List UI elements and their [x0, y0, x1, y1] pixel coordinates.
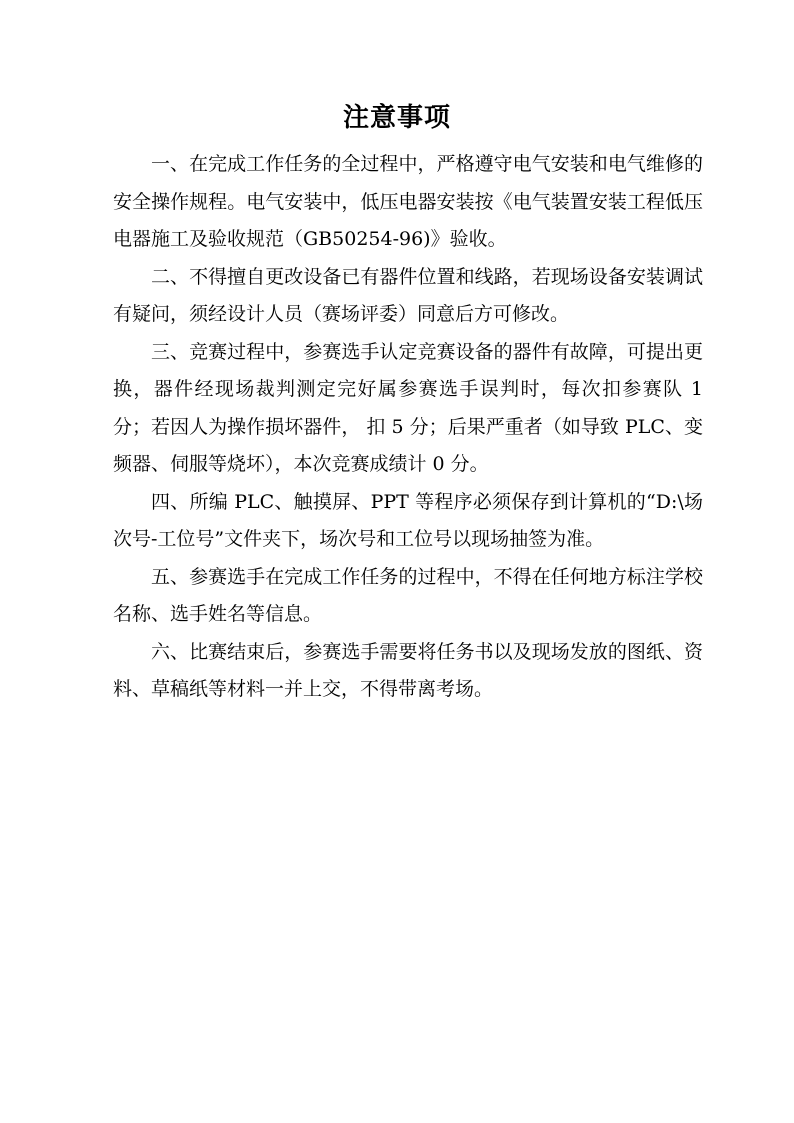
notice-paragraph-6: 六、比赛结束后，参赛选手需要将任务书以及现场发放的图纸、资料、草稿纸等材料一并上交，不得带离考场。 — [113, 640, 703, 700]
notice-body — [113, 146, 703, 709]
notice-paragraph-4: 四、所编 PLC、触摸屏、PPT 等程序必须保存到计算机的“D:\场次号-工位号”文件夹下，场次号和工位号以现场抽签为准。 — [113, 490, 703, 550]
notice-paragraph-1: 一、在完成工作任务的全过程中，严格遵守电气安装和电气维修的安全操作规程。电气安装中，低压电器安装按《电气装置安装工程低压电器施工及验收规范（GB50254-96)》验收。 — [113, 153, 703, 250]
notice-paragraph-2: 二、不得擅自更改设备已有器件位置和线路，若现场设备安装调试有疑问，须经设计人员（赛场评委）同意后方可修改。 — [113, 265, 703, 325]
page-title: 注意事项 — [342, 103, 451, 133]
notice-paragraph-5: 五、参赛选手在完成工作任务的过程中，不得在任何地方标注学校名称、选手姓名等信息。 — [113, 565, 703, 625]
notice-paragraph-3: 三、竞赛过程中，参赛选手认定竞赛设备的器件有故障，可提出更换，器件经现场裁判测定完好属参赛选手误判时，每次扣参赛队 1 分；若因人为操作损坏器件， 扣 5 分；后果严重者（如导致 PLC、变频器、伺服等烧坏），本次竞赛成绩计 0 分。 — [113, 340, 703, 475]
